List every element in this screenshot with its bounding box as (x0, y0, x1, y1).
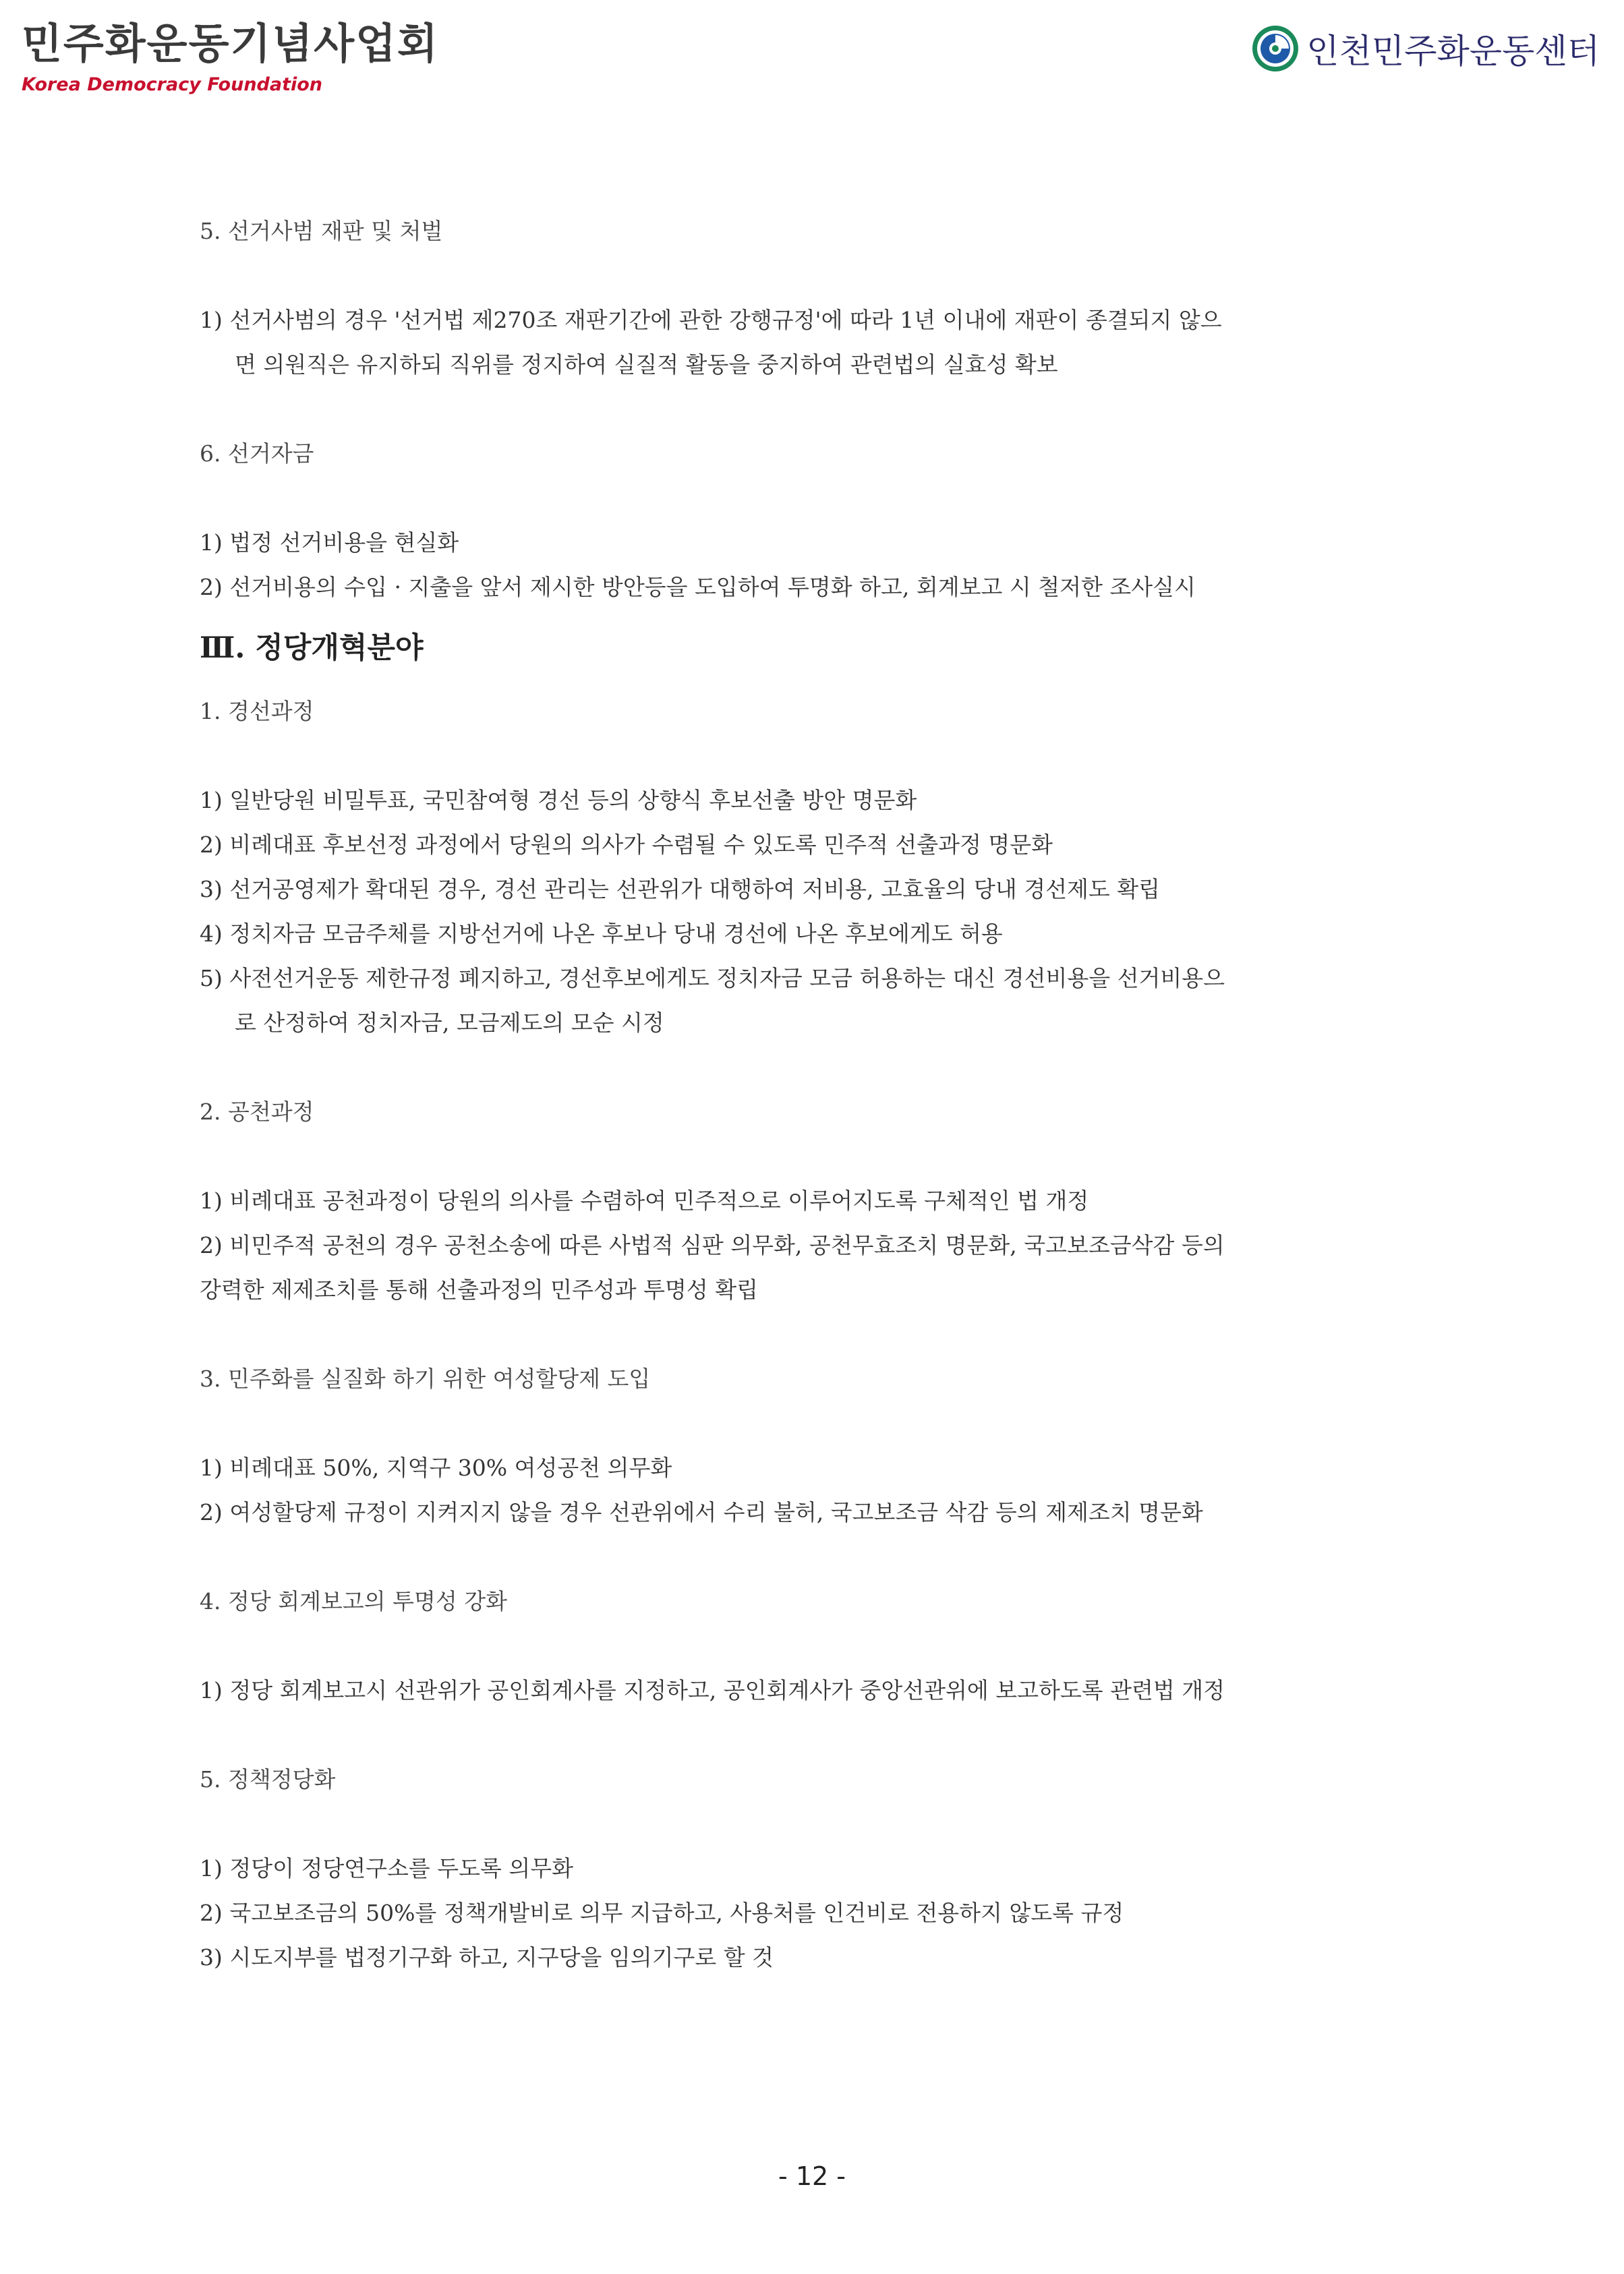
header-left (22, 19, 439, 95)
list-item: 1) 비례대표 50%, 지역구 30% 여성공천 의무화 (200, 1455, 672, 1481)
list-item: 2) 국고보조금의 50%를 정책개발비로 의무 지급하고, 사용처를 인건비로 전용하지 않도록 규정 (200, 1900, 1124, 1926)
document-body (200, 209, 1422, 1980)
section-title-policy-party: 5. 정책정당화 (200, 1766, 336, 1792)
section-title-election-trial: 5. 선거사범 재판 및 처벌 (200, 218, 443, 244)
section-title-accounting: 4. 정당 회계보고의 투명성 강화 (200, 1588, 507, 1614)
list-item: 1) 법정 선거비용을 현실화 (200, 529, 459, 556)
section-title-primary: 1. 경선과정 (200, 698, 314, 724)
list-item: 1) 정당이 정당연구소를 두도록 의무화 (200, 1855, 573, 1882)
list-item: 1) 일반당원 비밀투표, 국민참여형 경선 등의 상향식 후보선출 방안 명문화 (200, 787, 917, 813)
list-item: 2) 비례대표 후보선정 과정에서 당원의 의사가 수렴될 수 있도록 민주적 선출과정 명문화 (200, 832, 1053, 858)
list-item: 2) 여성할당제 규정이 지켜지지 않을 경우 선관위에서 수리 불허, 국고보조금 삭감 등의 제제조치 명문화 (200, 1499, 1203, 1525)
list-item: 1) 정당 회계보고시 선관위가 공인회계사를 지정하고, 공인회계사가 중앙선관위에 보고하도록 관련법 개정 (200, 1677, 1225, 1703)
header-right (1251, 24, 1600, 73)
list-item: 2) 비민주적 공천의 경우 공천소송에 따른 사법적 심판 의무화, 공천무효조치 명문화, 국고보조금삭감 등의 (200, 1232, 1225, 1258)
list-item: 3) 선거공영제가 확대된 경우, 경선 관리는 선관위가 대행하여 저비용, 고효율의 당내 경선제도 확립 (200, 876, 1160, 902)
page-number: - 12 - (778, 2161, 846, 2191)
incheon-emblem-icon (1251, 24, 1300, 73)
section-title-election-funds: 6. 선거자금 (200, 440, 314, 467)
list-item: 3) 시도지부를 법정기구화 하고, 지구당을 임의기구로 할 것 (200, 1944, 774, 1971)
list-item: 5) 사전선거운동 제한규정 폐지하고, 경선후보에게도 정치자금 모금 허용하는 대신 경선비용을 선거비용으 (200, 965, 1225, 991)
center-name: 인천민주화운동센터 (1306, 32, 1600, 71)
list-item-continued: 로 산정하여 정치자금, 모금제도의 모순 시정 (235, 1010, 664, 1036)
chapter-heading: Ⅲ. 정당개혁분야 (200, 631, 424, 665)
list-item: 4) 정치자금 모금주체를 지방선거에 나온 후보나 당내 경선에 나온 후보에게도 허용 (200, 921, 1003, 947)
list-item: 1) 비례대표 공천과정이 당원의 의사를 수렴하여 민주적으로 이루어지도록 구체적인 법 개정 (200, 1188, 1089, 1214)
section-title-nomination: 2. 공천과정 (200, 1099, 314, 1125)
list-item: 1) 선거사범의 경우 '선거법 제270조 재판기간에 관한 강행규정'에 따라 1년 이내에 재판이 종결되지 않으 (200, 307, 1222, 333)
foundation-logo-english: Korea Democracy Foundation (22, 74, 323, 95)
section-title-gender-quota: 3. 민주화를 실질화 하기 위한 여성할당제 도입 (200, 1366, 651, 1392)
list-item-continued: 면 의원직은 유지하되 직위를 정지하여 실질적 활동을 중지하여 관련법의 실효성 확보 (235, 351, 1058, 378)
list-item-continued: 강력한 제제조치를 통해 선출과정의 민주성과 투명성 확립 (200, 1277, 759, 1303)
foundation-logo-korean: 민주화운동기념사업회 (22, 19, 439, 68)
list-item: 2) 선거비용의 수입 · 지출을 앞서 제시한 방안등을 도입하여 투명화 하고, 회계보고 시 철저한 조사실시 (200, 574, 1196, 600)
